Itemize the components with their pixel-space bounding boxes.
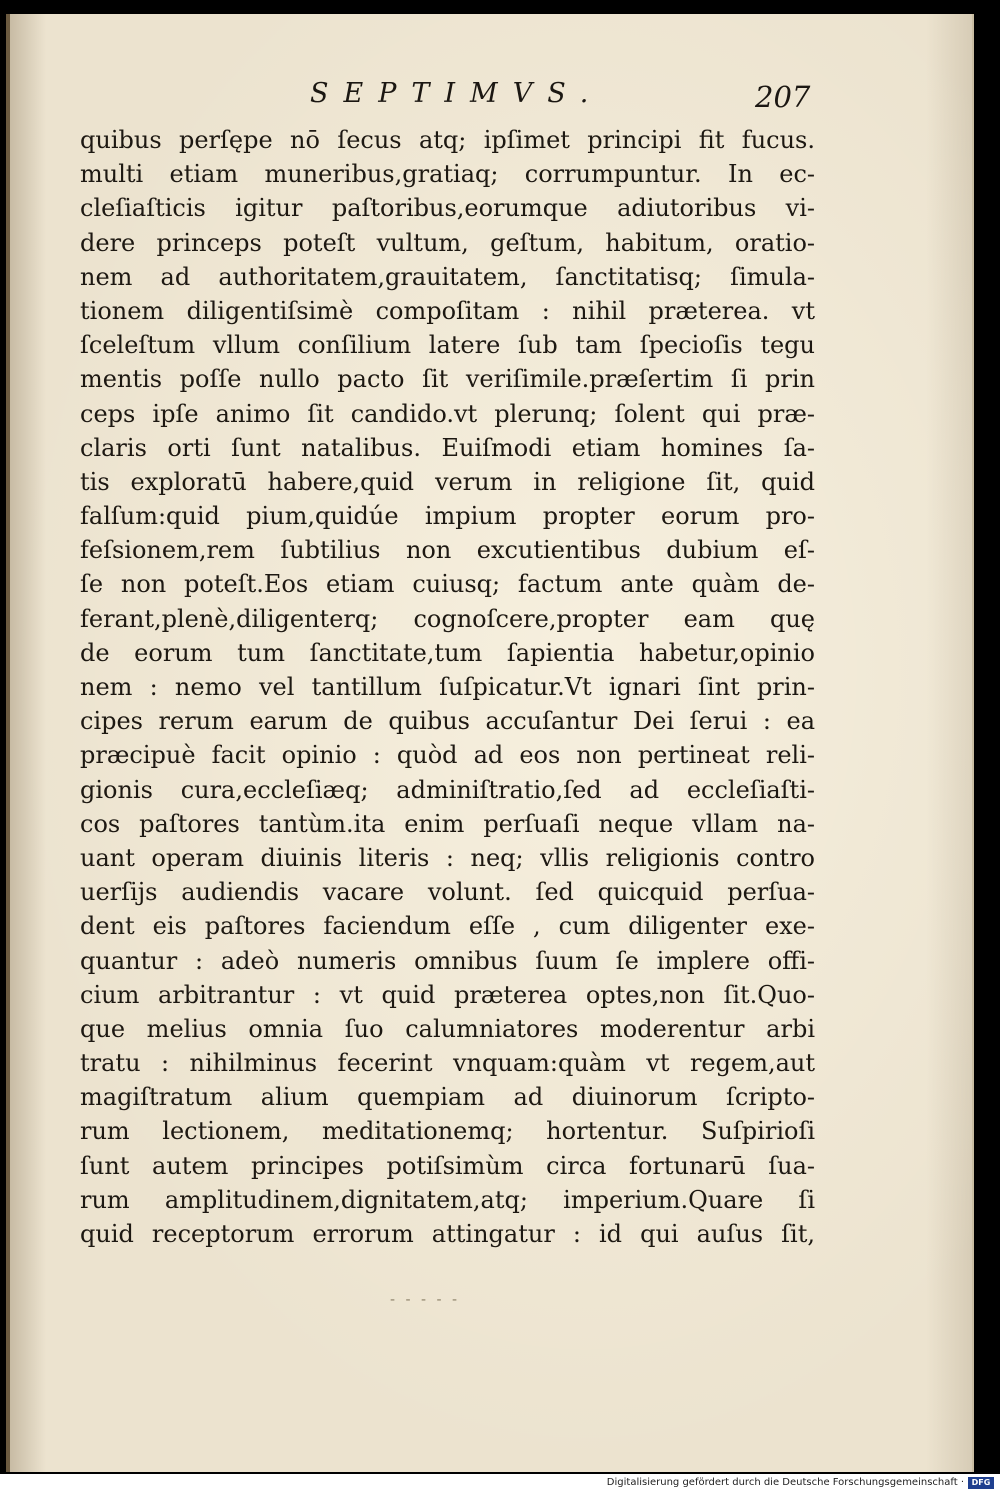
text-line: tionem diligentiſsimè compoſitam : nihil præterea. vt (80, 296, 815, 325)
text-line: præcipuè facit opinio : quòd ad eos non pertineat reli- (80, 741, 815, 770)
text-line: falſum:quid pium,quidúe impium propter eorum pro- (80, 502, 815, 531)
text-line: rum amplitudinem,dignitatem,atq; imperium.Quare ſi (80, 1185, 815, 1214)
text-line: quibus perſępe nō ſecus atq; ipſimet principi fit fucus. (80, 126, 815, 154)
running-head: SEPTIMVS. (310, 78, 604, 109)
text-line: ferant,plenè,diligenterq; cognoſcere,propter eam quę (80, 604, 815, 633)
text-line: ſe non poteſt.Eos etiam cuiusq; factum ante quàm de- (80, 570, 815, 599)
text-line: rum lectionem, meditationemq; hortentur. Suſpirioſi (80, 1117, 815, 1146)
text-line: nem : nemo vel tantillum ſuſpicatur.Vt ignari ſint prin- (80, 673, 815, 701)
funding-credit: Digitalisierung gefördert durch die Deutsche Forschungsgemeinschaft · (606, 1477, 964, 1488)
text-line: nem ad authoritatem,grauitatem, ſanctitatisq; ſimula- (80, 262, 815, 291)
footer-bar (0, 1474, 1000, 1492)
dfg-logo-icon: DFG (968, 1477, 994, 1489)
text-line: feſsionem,rem ſubtilius non excutientibus dubium eſ- (80, 536, 815, 565)
text-line: ſunt autem principes potiſsimùm circa fortunarū ſua- (80, 1151, 815, 1180)
text-line: mentis poſſe nullo pacto ſit veriſimile.præſertim ſi prin (80, 365, 815, 394)
bottom-mark: - - - - - (390, 1292, 461, 1308)
text-line: claris orti ſunt natalibus. Euiſmodi etiam homines ſa- (80, 433, 815, 462)
text-line: dere princeps poteſt vultum, geſtum, habitum, oratio- (80, 228, 815, 257)
text-line: magiſtratum alium quempiam ad diuinorum ſcripto- (80, 1083, 815, 1112)
text-line: quid receptorum errorum attingatur : id qui auſus ſit, (80, 1220, 815, 1248)
text-line: uerſijs audiendis vacare volunt. ſed quicquid perſua- (80, 878, 815, 907)
text-line: ceps ipſe animo ſit candido.vt plerunq; ſolent qui præ- (80, 399, 815, 428)
text-line: tis exploratū habere,quid verum in religione ſit, quid (80, 467, 815, 496)
text-line: multi etiam muneribus,gratiaq; corrumpuntur. In ec- (80, 160, 815, 189)
page-number: 207 (755, 80, 811, 114)
text-line: gionis cura,eccleſiæq; adminiſtratio,ſed ad eccleſiaſti- (80, 775, 815, 804)
text-line: que melius omnia ſuo calumniatores moderentur arbi (80, 1014, 815, 1043)
page-spine-edge (6, 14, 10, 1472)
text-line: cium arbitrantur : vt quid præterea optes,non ſit.Quo- (80, 980, 815, 1009)
text-line: dent eis paſtores faciendum eſſe , cum diligenter exe- (80, 912, 815, 941)
text-line: cos paſtores tantùm.ita enim perſuaſi neque vllam na- (80, 809, 815, 838)
text-line: uant operam diuinis literis : neq; vllis religionis contro (80, 843, 815, 872)
text-line: cleſiaſticis igitur paſtoribus,eorumque adiutoribus vi- (80, 194, 815, 223)
text-line: cipes rerum earum de quibus accuſantur Dei ſerui : ea (80, 707, 815, 736)
text-block (80, 123, 815, 1251)
text-line: quantur : adeò numeris omnibus ſuum ſe implere offi- (80, 946, 815, 975)
text-line: tratu : nihilminus fecerint vnquam:quàm vt regem,aut (80, 1049, 815, 1078)
text-line: de eorum tum ſanctitate,tum ſapientia habetur,opinio (80, 638, 815, 667)
text-line: ſceleſtum vllum conſilium latere ſub tam ſpecioſis tegu (80, 331, 815, 360)
